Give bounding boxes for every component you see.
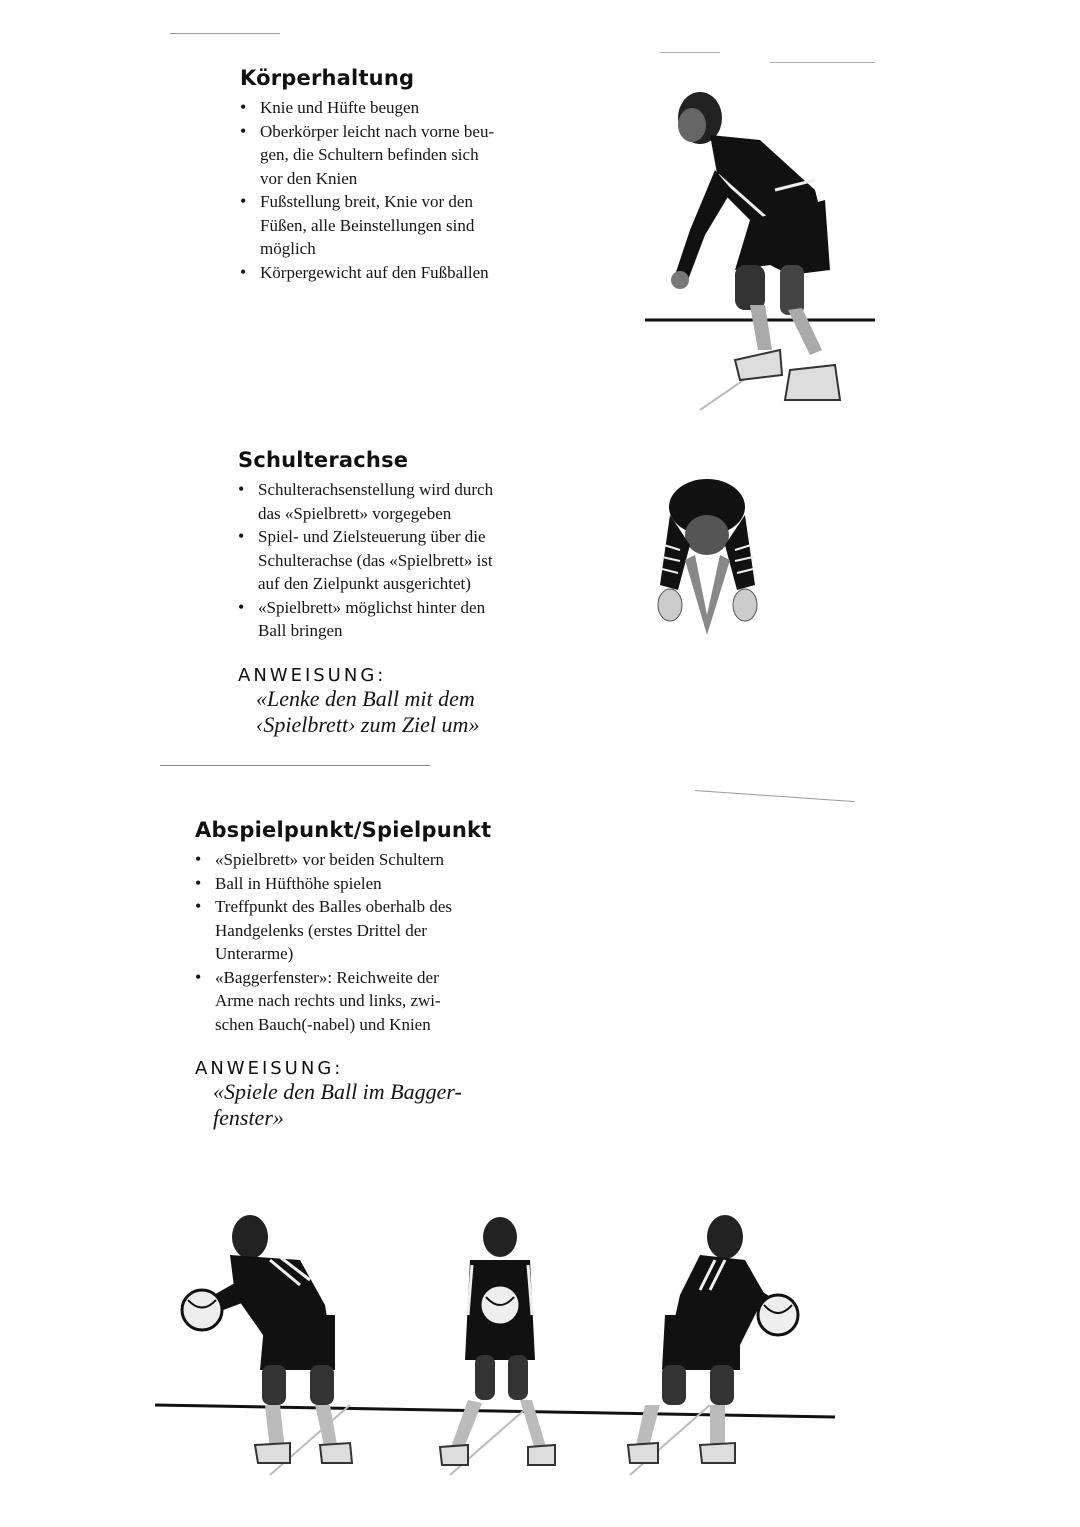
section-heading: Abspielpunkt/Spielpunkt (195, 818, 492, 842)
scan-line (695, 790, 855, 802)
scan-line (770, 62, 875, 63)
bullet-item: • Körpergewicht auf den Fußballen (240, 261, 540, 285)
volleyball-player-side-stance-photo (640, 80, 880, 420)
section-schulterachse (238, 448, 538, 738)
bullet-line: vor den Knien (260, 168, 358, 188)
instruction-label: ANWEISUNG: (195, 1058, 344, 1079)
bullet-item (240, 120, 540, 191)
section-koerperhaltung (240, 66, 540, 284)
scan-line (160, 765, 430, 766)
section-heading: Schulterachse (238, 448, 409, 472)
bullet-item (238, 596, 538, 643)
bullet-line: schen Bauch(-nabel) und Knien (215, 1014, 431, 1034)
instruction-text (213, 1079, 495, 1131)
section-abspielpunkt (195, 818, 495, 1131)
bullet-item: • Knie und Hüfte beugen (240, 96, 540, 120)
bullet-list (240, 96, 540, 284)
bullet-line: Arme nach rechts und links, zwi- (215, 991, 441, 1010)
bullet-line: das «Spielbrett» vorgegeben (258, 503, 452, 523)
bullet-line: Schulterachsenstellung wird durch (258, 480, 494, 499)
instruction-line: «Spiele den Ball im Bagger- (213, 1079, 462, 1104)
bullet-line: Schulterachse (das «Spielbrett» ist (258, 550, 493, 570)
instruction-text (256, 686, 538, 738)
bullet-line: Spiel- und Zielsteuerung über die (258, 527, 486, 546)
bullet-item (238, 478, 538, 525)
bullet-line: Oberkörper leicht nach vorne beu- (260, 121, 495, 141)
scan-line (170, 33, 280, 34)
bullet-item: • Ball in Hüfthöhe spielen (195, 872, 495, 896)
bullet-list (238, 478, 538, 643)
bullet-item (195, 966, 495, 1037)
bullet-list (195, 848, 495, 1036)
bullet-item: • «Spielbrett» vor beiden Schultern (195, 848, 495, 872)
bullet-line: gen, die Schultern befinden sich (260, 145, 479, 164)
bullet-line: Füßen, alle Beinstellungen sind (260, 215, 475, 235)
bullet-item (195, 895, 495, 966)
bullet-line: möglich (260, 239, 316, 258)
bullet-line: «Baggerfenster»: Reichweite der (215, 967, 439, 987)
bullet-item (240, 190, 540, 261)
bullet-line: Unterarme) (215, 944, 294, 963)
bullet-line: auf den Zielpunkt ausgerichtet) (258, 574, 471, 593)
instruction-label: ANWEISUNG: (238, 664, 387, 686)
bullet-line: Ball bringen (258, 621, 343, 640)
bullet-line: «Spielbrett» möglichst hinter den (258, 597, 486, 617)
section-heading: Körperhaltung (240, 66, 415, 90)
instruction-line: fenster» (213, 1105, 284, 1130)
bullet-line: Fußstellung breit, Knie vor den (260, 192, 473, 211)
volleyball-player-sequence-photo (150, 1205, 840, 1490)
instruction-line: ‹Spielbrett› zum Ziel um» (256, 711, 480, 737)
instruction-line: «Lenke den Ball mit dem (256, 685, 475, 711)
volleyball-player-top-view-photo (650, 475, 765, 660)
bullet-item (238, 525, 538, 596)
bullet-line: Treffpunkt des Balles oberhalb des (215, 897, 453, 916)
bullet-line: Handgelenks (erstes Drittel der (215, 920, 427, 940)
scan-line (660, 52, 720, 53)
